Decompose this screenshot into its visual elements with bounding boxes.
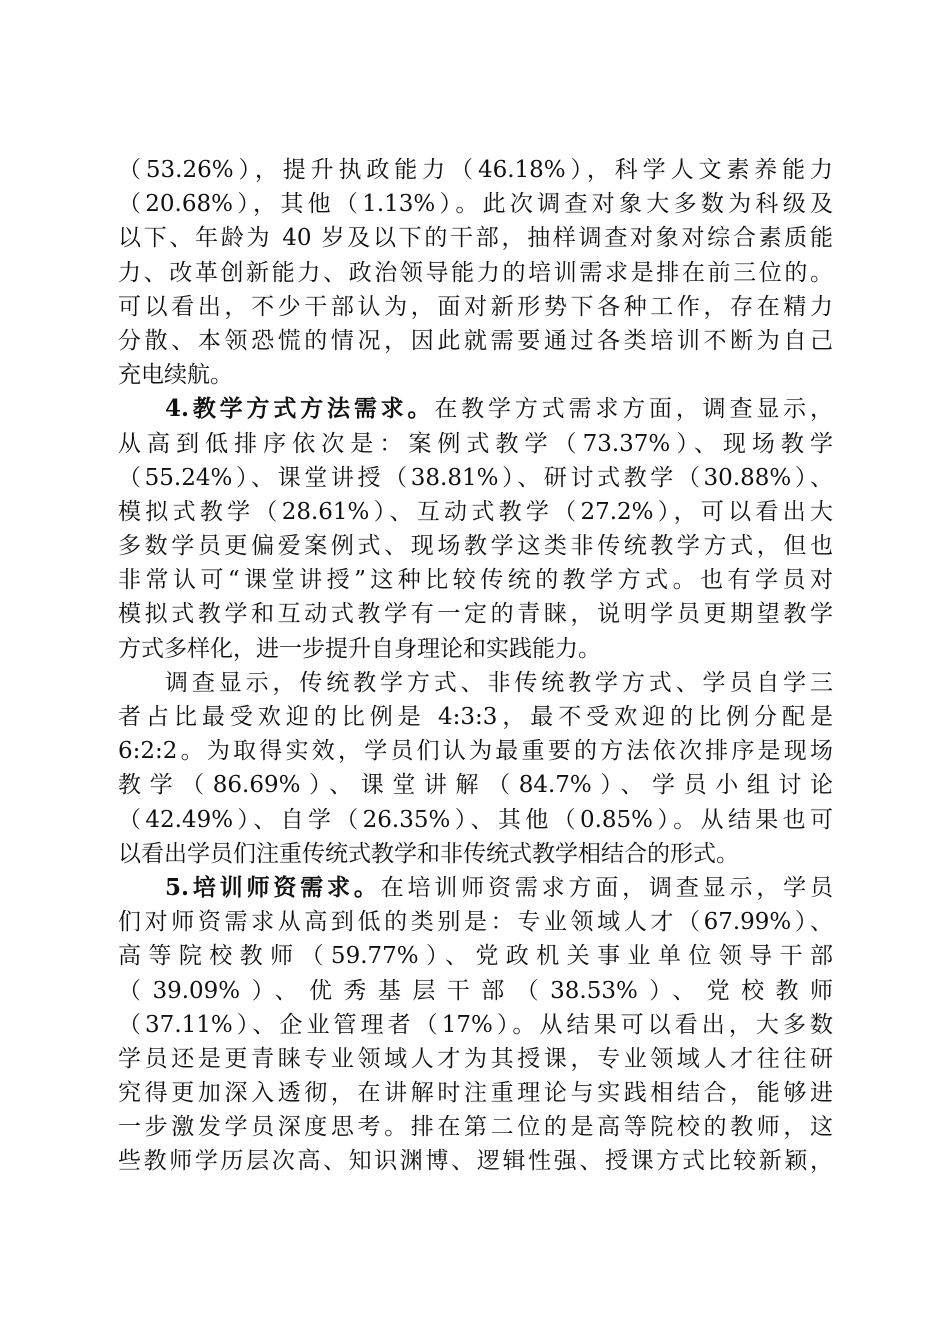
text-line: （39.09%）、优秀基层干部（38.53%）、党校教师: [118, 977, 833, 1004]
text-line: 以下、年龄为 40 岁及以下的干部，抽样调查对象对综合素质能: [118, 225, 833, 252]
document-page: [118, 153, 833, 1179]
text-line: 多数学员更偏爱案例式、现场教学这类非传统教学方式，但也: [118, 533, 833, 560]
paragraph-1: [118, 153, 833, 392]
text-line: 教学（86.69%）、课堂讲解（84.7%）、学员小组讨论: [118, 772, 833, 799]
text-line: 高等院校教师（59.77%）、党政机关事业单位领导干部: [118, 943, 833, 970]
text-line: 些教师学历层次高、知识渊博、逻辑性强、授课方式比较新颖，: [118, 1148, 833, 1175]
text-line: 分散、本领恐慌的情况，因此就需要通过各类培训不断为自己: [118, 327, 833, 354]
text-line: （53.26%），提升执政能力（46.18%），科学人文素养能力: [118, 157, 833, 183]
text-line: （42.49%）、自学（26.35%）、其他（0.85%）。从结果也可: [118, 806, 833, 833]
text-line: 模拟式教学和互动式教学有一定的青睐，说明学员更期望教学: [118, 601, 833, 628]
text-run: 在教学方式需求方面，调查显示，: [434, 396, 834, 423]
section-heading: 4.教学方式方法需求。: [165, 395, 435, 423]
text-line: 模拟式教学（28.61%）、互动式教学（27.2%），可以看出大: [118, 498, 833, 525]
text-line: 6:2:2。为取得实效，学员们认为最重要的方法依次排序是现场: [118, 738, 833, 765]
paragraph-4: [118, 871, 833, 1179]
text-line: （20.68%），其他（1.13%）。此次调查对象大多数为科级及: [118, 191, 833, 218]
paragraph-3: [118, 666, 833, 871]
text-line: [118, 392, 833, 426]
text-line: 充电续航。: [118, 362, 233, 389]
text-line: 非常认可“课堂讲授”这种比较传统的教学方式。也有学员对: [118, 567, 833, 594]
text-line: 力、改革创新能力、政治领导能力的培训需求是排在前三位的。: [118, 259, 833, 286]
text-line: 究得更加深入透彻，在讲解时注重理论与实践相结合，能够进: [118, 1080, 833, 1107]
text-line: 们对师资需求从高到低的类别是：专业领域人才（67.99%）、: [118, 909, 833, 936]
text-run: 在培训师资需求方面，调查显示，学员: [380, 874, 834, 901]
text-line: 可以看出，不少干部认为，面对新形势下各种工作，存在精力: [118, 293, 833, 320]
text-line: 以看出学员们注重传统式教学和非传统式教学相结合的形式。: [118, 840, 739, 867]
text-line: （37.11%）、企业管理者（17%）。从结果可以看出，大多数: [118, 1011, 833, 1038]
text-line: 学员还是更青睐专业领域人才为其授课，专业领域人才往往研: [118, 1045, 833, 1072]
text-line: 方式多样化，进一步提升自身理论和实践能力。: [118, 635, 601, 662]
text-line: 从高到低排序依次是：案例式教学（73.37%）、现场教学: [118, 430, 833, 457]
text-line: 调查显示，传统教学方式、非传统教学方式、学员自学三: [165, 669, 833, 696]
text-line: 者占比最受欢迎的比例是 4:3:3，最不受欢迎的比例分配是: [118, 704, 833, 730]
section-heading: 5.培训师资需求。: [165, 873, 381, 901]
paragraph-2: [118, 392, 833, 666]
text-line: [118, 871, 833, 905]
text-line: 一步激发学员深度思考。排在第二位的是高等院校的教师，这: [118, 1114, 833, 1141]
text-line: （55.24%）、课堂讲授（38.81%）、研讨式教学（30.88%）、: [118, 464, 833, 491]
